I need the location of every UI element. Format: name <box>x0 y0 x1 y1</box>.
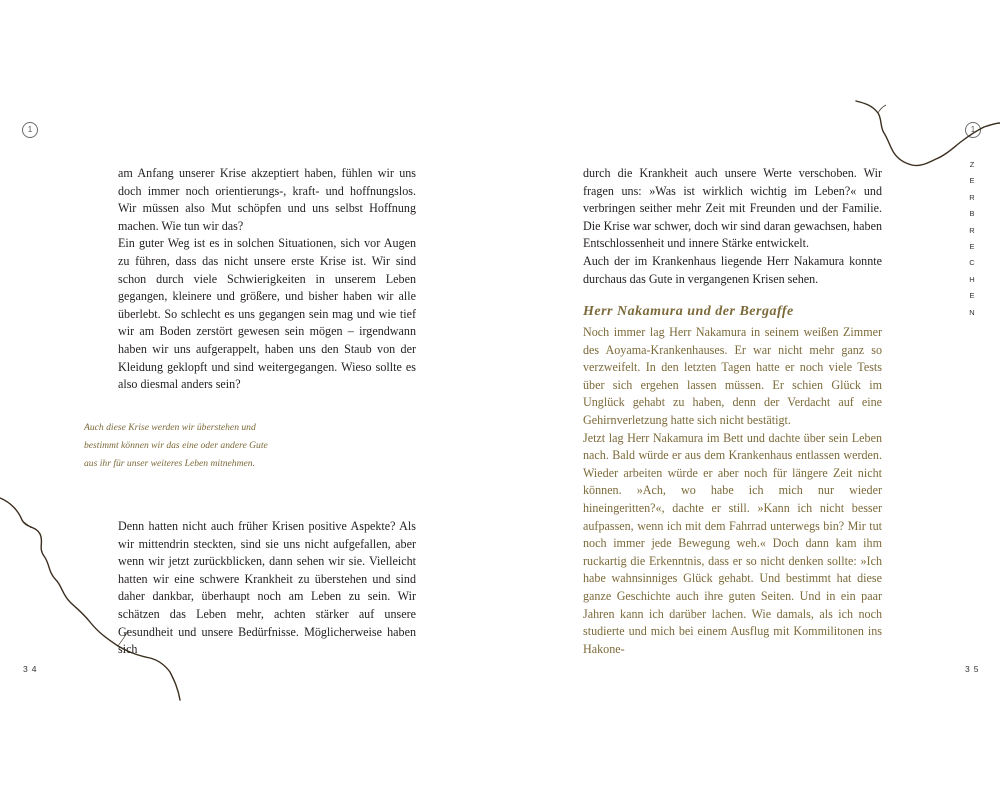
vertical-letter: E <box>969 176 975 186</box>
text-paragraph: Jetzt lag Herr Nakamura im Bett und dachte über sein Leben nach. Bald würde er aus dem Krankenhaus entlassen werden. Wieder arbeiten würde er aber noch für längere Zeit nicht können. »Ach, wo habe ich mich nur wieder hineingeritten?«, dachte er still. »Kann ich nicht besser aufpassen, wenn ich mit dem Fahrrad unterwegs bin? Mir tut noch immer jede Bewegung weh.« Doch dann kam ihm ruckartig die Erkenntnis, dass er so nicht denken sollte: »Ich habe wahnsinniges Glück gehabt. Und bestimmt hat diese ganze Geschichte auch ihre guten Seiten. Und in ein paar Jahren kann ich darüber lachen. Wie damals, als ich noch studierte und mich bei einem Ausflug mit Kommilitonen ins Hakone- <box>583 430 882 656</box>
vertical-letter: E <box>969 242 975 252</box>
vertical-letter: H <box>969 274 975 284</box>
text-paragraph: durch die Krankheit auch unsere Werte verschoben. Wir fragen uns: »Was ist wirklich wichtig im Leben?« und verbringen seither mehr Zeit mit Freunden und der Familie. Die Krise war schwer, doch wir sind daran gewachsen, haben Entschlossenheit und innere Stärke entwickelt. <box>583 166 882 251</box>
vertical-letter: C <box>969 258 975 268</box>
chapter-marker-left: 1 <box>22 122 38 138</box>
left-paragraph-1 <box>118 165 416 394</box>
text-paragraph: Ein guter Weg ist es in solchen Situationen, sich vor Augen zu führen, dass das nicht unsere erste Krise ist. Wir sind schon durch viele Schwierigkeiten in unserem Leben gegangen, kleinere und größere, und bisher haben wir alle überlebt. So schlecht es uns gegangen sein mag und wie tief wir am Boden zerstört gewesen sein mögen – irgendwann haben wir uns aufgerappelt, haben uns den Staub von der Kleidung geklopft und sind weitergegangen. Wieso sollte es also diesmal anders sein? <box>118 236 416 392</box>
chapter-marker-right: 1 <box>965 122 981 138</box>
pull-quote: Auch diese Krise werden wir überstehen und bestimmt können wir das eine oder andere Gute aus ihr für unser weiteres Leben mitnehmen. <box>84 422 268 469</box>
vertical-letter: E <box>969 291 975 301</box>
vertical-letter: R <box>969 225 975 235</box>
page-number-left: 34 <box>23 664 41 674</box>
text-paragraph: Noch immer lag Herr Nakamura in seinem weißen Zimmer des Aoyama-Krankenhauses. Er war nicht mehr ganz so verzweifelt. In den letzten Tagen hatte er noch viele Tests über sich ergehen lassen müssen. Er schien Glück im Unglück gehabt zu haben, denn der Verdacht auf eine Gehirnverletzung hatte sich nicht bestätigt. <box>583 325 882 427</box>
vertical-letter: Z <box>969 160 975 169</box>
text-paragraph: am Anfang unserer Krise akzeptiert haben, fühlen wir uns doch immer noch orientierungs-, kraft- und hoffnungslos. Wir müssen also Mut schöpfen und uns selbst Hoffnung machen. Wie tun wir das? <box>118 166 416 233</box>
crack-decoration-left <box>0 490 200 710</box>
vertical-letter: B <box>969 209 975 219</box>
vertical-letter: N <box>969 307 975 317</box>
text-paragraph: Auch der im Krankenhaus liegende Herr Nakamura konnte durchaus das Gute in vergangenen Krisen sehen. <box>583 253 882 286</box>
crack-decoration-right <box>850 95 1000 175</box>
vertical-chapter-word <box>967 157 977 321</box>
text-paragraph: Denn hatten nicht auch früher Krisen positive Aspekte? Als wir mittendrin steckten, sind sie uns nicht aufgefallen, aber wenn wir jetzt zurückblicken, dann sehen wir sie. Vielleicht hatten wir eine schwere Krankheit zu überstehen und sind daher dankbar, überhaupt noch am Leben zu sein. Wir schätzen das Leben mehr, achten stärker auf unsere Gesundheit und unsere Bedürfnisse. Möglicherweise haben sich <box>118 519 416 657</box>
story-heading: Herr Nakamura und der Bergaffe <box>583 304 794 319</box>
page-number-right: 35 <box>965 664 983 674</box>
right-page <box>500 0 1000 800</box>
right-paragraph-1 <box>583 165 882 288</box>
story-text <box>583 324 882 658</box>
vertical-letter: R <box>969 192 975 202</box>
